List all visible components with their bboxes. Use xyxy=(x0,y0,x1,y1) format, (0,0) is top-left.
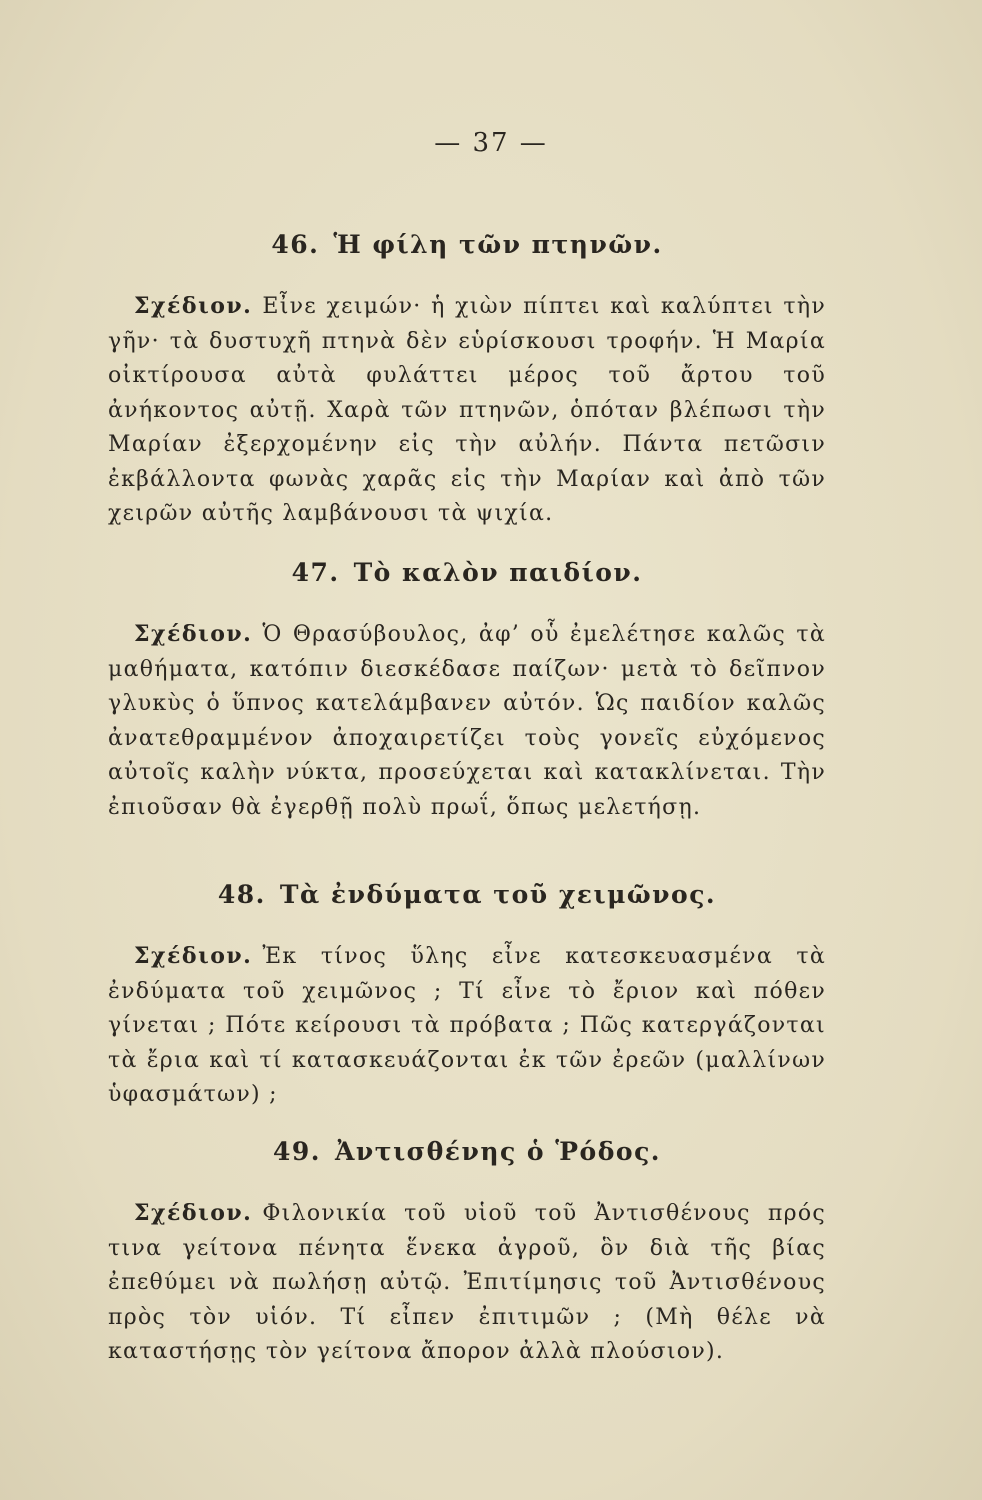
section-47 xyxy=(108,558,826,825)
section-title xyxy=(108,558,826,587)
section-48 xyxy=(108,880,826,1113)
paragraph-text: Εἶνε χειμών· ἡ χιὼν πίπτει καὶ καλύπτει τὴν γῆν· τὰ δυστυχῆ πτηνὰ δὲν εὑρίσκουσι τροφήν. Ἡ Μαρία οἰκτίρουσα αὐτὰ φυλάττει μέρος τοῦ ἄρτου τοῦ ἀνήκοντος αὐτῇ. Χαρὰ τῶν πτηνῶν, ὁπόταν βλέπωσι τὴν Μαρίαν ἐξερχομένην εἰς τὴν αὐλήν. Πάντα πετῶσιν ἐκβάλλοντα φωνὰς χαρᾶς εἰς τὴν Μαρίαν καὶ ἀπὸ τῶν χειρῶν αὐτῆς λαμβάνουσι τὰ ψιχία. xyxy=(108,294,826,526)
section-number: 47. xyxy=(291,558,340,587)
paragraph-text: Φιλονικία τοῦ υἱοῦ τοῦ Ἀντισθένους πρός τινα γείτονα πένητα ἕνεκα ἀγροῦ, ὃν διὰ τῆς βίας ἐπεθύμει νὰ πωλήσῃ αὐτῷ. Ἐπιτίμησις τοῦ Ἀντισθένους πρὸς τὸν υἱόν. Τί εἶπεν ἐπιτιμῶν ; (Μὴ θέλε νὰ καταστήσῃς τὸν γείτονα ἄπορον ἀλλὰ πλούσιον). xyxy=(108,1201,826,1364)
section-number: 49. xyxy=(273,1137,321,1166)
section-title xyxy=(108,1137,826,1166)
section-49 xyxy=(108,1137,826,1370)
section-paragraph xyxy=(108,1196,826,1370)
page-number: — 37 — xyxy=(434,128,548,158)
section-paragraph xyxy=(108,939,826,1113)
section-heading: Τὸ καλὸν παιδίον. xyxy=(353,558,643,587)
section-heading: Τὰ ἐνδύματα τοῦ χειμῶνος. xyxy=(279,880,717,909)
section-number: 46. xyxy=(271,230,320,259)
paragraph-lead: Σχέδιον. xyxy=(134,943,253,969)
section-title xyxy=(108,880,826,909)
section-number: 48. xyxy=(217,880,266,909)
paragraph-lead: Σχέδιον. xyxy=(134,293,253,319)
paragraph-text: Ὁ Θρασύβουλος, ἀφ’ οὗ ἐμελέτησε καλῶς τὰ μαθήματα, κατόπιν διεσκέδασε παίζων· μετὰ τὸ δεῖπνον γλυκὺς ὁ ὕπνος κατελάμβανεν αὐτόν. Ὡς παιδίον καλῶς ἀνατεθραμμένον ἀποχαιρετίζει τοὺς γονεῖς εὐχόμενος αὐτοῖς καλὴν νύκτα, προσεύχεται καὶ κατακλίνεται. Τὴν ἐπιοῦσαν θὰ ἐγερθῇ πολὺ πρωΐ, ὅπως μελετήσῃ. xyxy=(108,622,826,820)
section-paragraph xyxy=(108,617,826,825)
section-title xyxy=(108,230,826,259)
paragraph-lead: Σχέδιον. xyxy=(134,1200,253,1226)
section-heading: Ἡ φίλη τῶν πτηνῶν. xyxy=(333,230,663,259)
paragraph-lead: Σχέδιον. xyxy=(134,621,253,647)
paragraph-text: Ἐκ τίνος ὕλης εἶνε κατεσκευασμένα τὰ ἐνδύματα τοῦ χειμῶνος ; Τί εἶνε τὸ ἔριον καὶ πόθεν γίνεται ; Πότε κείρουσι τὰ πρόβατα ; Πῶς κατεργάζονται τὰ ἔρια καὶ τί κατασκευάζονται ἐκ τῶν ἐρεῶν (μαλλίνων ὑφασμάτων) ; xyxy=(108,944,826,1107)
section-paragraph xyxy=(108,289,826,532)
section-heading: Ἀντισθένης ὁ Ῥόδος. xyxy=(335,1137,661,1166)
section-46 xyxy=(108,230,826,532)
